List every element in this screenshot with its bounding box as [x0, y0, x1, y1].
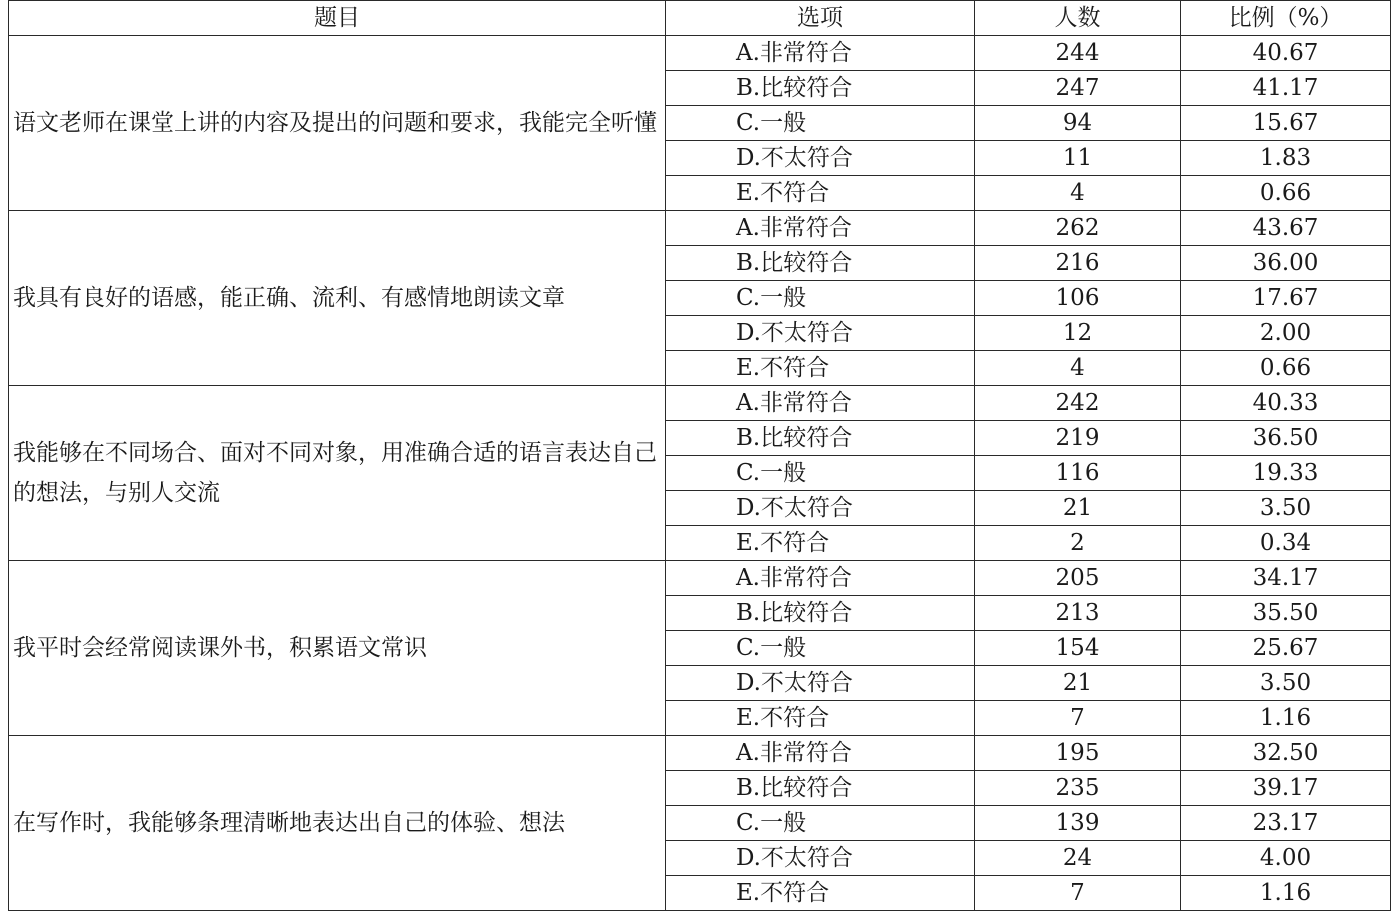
option-cell: A.非常符合: [666, 736, 975, 771]
option-cell: A.非常符合: [666, 561, 975, 596]
count-cell: 7: [975, 701, 1181, 736]
ratio-cell: 40.33: [1181, 386, 1391, 421]
count-cell: 242: [975, 386, 1181, 421]
header-ratio: 比例（%）: [1181, 1, 1391, 36]
count-cell: 216: [975, 246, 1181, 281]
option-cell: B.比较符合: [666, 771, 975, 806]
option-cell: C.一般: [666, 456, 975, 491]
ratio-cell: 0.66: [1181, 176, 1391, 211]
count-cell: 139: [975, 806, 1181, 841]
survey-table: [8, 0, 1391, 911]
question-cell: 我平时会经常阅读课外书，积累语文常识: [9, 561, 666, 736]
option-cell: A.非常符合: [666, 211, 975, 246]
table-row: [9, 386, 1391, 421]
option-cell: B.比较符合: [666, 71, 975, 106]
table-row: [9, 561, 1391, 596]
ratio-cell: 43.67: [1181, 211, 1391, 246]
table-row: [9, 211, 1391, 246]
ratio-cell: 19.33: [1181, 456, 1391, 491]
header-question: 题目: [9, 1, 666, 36]
ratio-cell: 3.50: [1181, 666, 1391, 701]
question-cell: 语文老师在课堂上讲的内容及提出的问题和要求，我能完全听懂: [9, 36, 666, 211]
ratio-cell: 39.17: [1181, 771, 1391, 806]
count-cell: 12: [975, 316, 1181, 351]
ratio-cell: 0.34: [1181, 526, 1391, 561]
count-cell: 195: [975, 736, 1181, 771]
option-cell: E.不符合: [666, 876, 975, 911]
table-row: [9, 736, 1391, 771]
option-cell: B.比较符合: [666, 596, 975, 631]
count-cell: 205: [975, 561, 1181, 596]
option-cell: E.不符合: [666, 701, 975, 736]
option-cell: C.一般: [666, 631, 975, 666]
option-cell: B.比较符合: [666, 246, 975, 281]
ratio-cell: 4.00: [1181, 841, 1391, 876]
option-cell: E.不符合: [666, 176, 975, 211]
ratio-cell: 1.16: [1181, 701, 1391, 736]
option-cell: D.不太符合: [666, 666, 975, 701]
option-cell: E.不符合: [666, 526, 975, 561]
count-cell: 7: [975, 876, 1181, 911]
ratio-cell: 36.00: [1181, 246, 1391, 281]
ratio-cell: 15.67: [1181, 106, 1391, 141]
count-cell: 21: [975, 491, 1181, 526]
ratio-cell: 35.50: [1181, 596, 1391, 631]
ratio-cell: 40.67: [1181, 36, 1391, 71]
option-cell: D.不太符合: [666, 491, 975, 526]
count-cell: 219: [975, 421, 1181, 456]
count-cell: 106: [975, 281, 1181, 316]
count-cell: 21: [975, 666, 1181, 701]
table-row: [9, 36, 1391, 71]
header-count: 人数: [975, 1, 1181, 36]
ratio-cell: 25.67: [1181, 631, 1391, 666]
question-cell: 我能够在不同场合、面对不同对象，用准确合适的语言表达自己的想法，与别人交流: [9, 386, 666, 561]
count-cell: 4: [975, 351, 1181, 386]
option-cell: D.不太符合: [666, 841, 975, 876]
count-cell: 247: [975, 71, 1181, 106]
option-cell: E.不符合: [666, 351, 975, 386]
ratio-cell: 36.50: [1181, 421, 1391, 456]
header-row: [9, 1, 1391, 36]
header-option: 选项: [666, 1, 975, 36]
count-cell: 2: [975, 526, 1181, 561]
count-cell: 4: [975, 176, 1181, 211]
ratio-cell: 23.17: [1181, 806, 1391, 841]
option-cell: D.不太符合: [666, 316, 975, 351]
option-cell: C.一般: [666, 106, 975, 141]
count-cell: 154: [975, 631, 1181, 666]
count-cell: 116: [975, 456, 1181, 491]
ratio-cell: 17.67: [1181, 281, 1391, 316]
ratio-cell: 32.50: [1181, 736, 1391, 771]
ratio-cell: 1.83: [1181, 141, 1391, 176]
question-cell: 在写作时，我能够条理清晰地表达出自己的体验、想法: [9, 736, 666, 911]
ratio-cell: 3.50: [1181, 491, 1391, 526]
ratio-cell: 0.66: [1181, 351, 1391, 386]
option-cell: B.比较符合: [666, 421, 975, 456]
ratio-cell: 2.00: [1181, 316, 1391, 351]
option-cell: A.非常符合: [666, 386, 975, 421]
survey-body: [9, 36, 1391, 911]
option-cell: A.非常符合: [666, 36, 975, 71]
question-cell: 我具有良好的语感，能正确、流利、有感情地朗读文章: [9, 211, 666, 386]
count-cell: 235: [975, 771, 1181, 806]
ratio-cell: 34.17: [1181, 561, 1391, 596]
ratio-cell: 1.16: [1181, 876, 1391, 911]
option-cell: D.不太符合: [666, 141, 975, 176]
count-cell: 213: [975, 596, 1181, 631]
count-cell: 244: [975, 36, 1181, 71]
ratio-cell: 41.17: [1181, 71, 1391, 106]
count-cell: 262: [975, 211, 1181, 246]
count-cell: 11: [975, 141, 1181, 176]
option-cell: C.一般: [666, 281, 975, 316]
count-cell: 24: [975, 841, 1181, 876]
count-cell: 94: [975, 106, 1181, 141]
option-cell: C.一般: [666, 806, 975, 841]
